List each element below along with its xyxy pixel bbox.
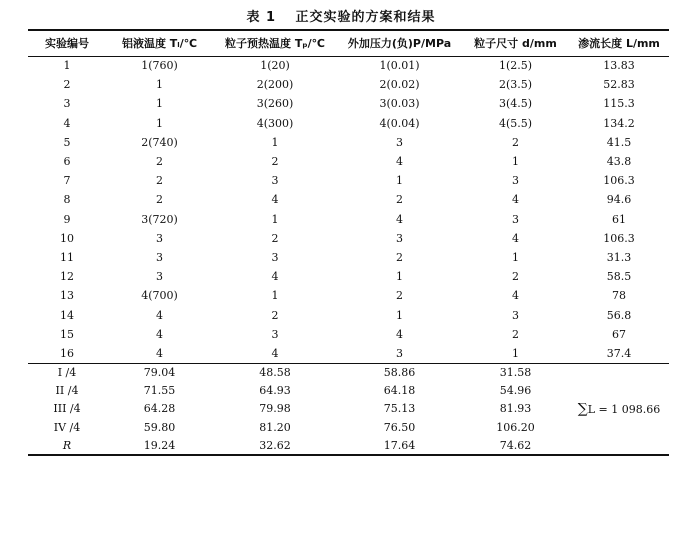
stats-cell: 17.64 (383, 438, 416, 452)
table-cell: 4(300) (256, 116, 294, 130)
table-cell: 4 (512, 193, 519, 207)
table-cell: 4 (512, 231, 519, 245)
stats-cell: 32.62 (259, 438, 291, 452)
table-cell: 1 (396, 270, 403, 284)
header-cell: 铝液温度 Tₗ/℃ (121, 37, 198, 51)
table-title: 正交实验的方案和结果 (295, 10, 436, 25)
header-cell: 粒子尺寸 d/mm (474, 37, 557, 51)
table-cell: 2 (271, 308, 279, 322)
table-cell: 4 (156, 308, 163, 322)
table-row (28, 286, 669, 305)
table-cell: 4 (271, 193, 279, 207)
table-cell: 1 (512, 155, 519, 169)
table-cell: 3 (156, 250, 163, 264)
table-cell: 3(4.5) (498, 97, 533, 111)
table-cell: 1 (156, 78, 163, 92)
table-cell: 7 (63, 174, 71, 188)
table-cell: 2 (156, 174, 163, 188)
table-cell: 1 (271, 212, 279, 226)
table-cell: 2 (396, 289, 403, 303)
table-cell: 11 (60, 250, 74, 264)
table-cell: 4(5.5) (498, 116, 533, 130)
table-cell: 10 (60, 231, 74, 245)
table-cell: 4 (271, 270, 279, 284)
table-cell: 2 (512, 327, 519, 341)
table-cell: 2(740) (141, 135, 178, 149)
table-row (28, 94, 669, 113)
table-cell: 3 (271, 174, 279, 188)
stats-cell: 64.28 (143, 402, 176, 416)
table-row (28, 114, 669, 133)
table-cell: 1 (63, 59, 71, 73)
table-cell: 43.8 (606, 155, 632, 169)
table-cell: 3 (156, 231, 163, 245)
table-cell: 1 (512, 250, 519, 264)
table-row (28, 344, 669, 363)
table-cell: 6 (63, 155, 71, 169)
table-cell: 58.5 (606, 270, 632, 284)
stats-cell: 59.80 (143, 420, 176, 434)
table-cell: 67 (612, 327, 626, 341)
table-cell: 4 (396, 327, 403, 341)
table-row (28, 325, 669, 344)
table-cell: 31.3 (606, 250, 632, 264)
table-cell: 1(2.5) (498, 59, 533, 73)
table-cell: 2 (396, 193, 403, 207)
table-cell: 1 (396, 174, 403, 188)
table-cell: 56.8 (606, 308, 632, 322)
table-cell: 15 (60, 327, 74, 341)
table-cell: 1 (271, 289, 279, 303)
table-cell: 4 (156, 346, 163, 360)
table-cell: 2 (271, 231, 279, 245)
table-cell: 4 (396, 155, 403, 169)
table-row (28, 190, 669, 209)
table-row (28, 133, 669, 152)
table-cell: 3 (63, 97, 71, 111)
table-cell: 4 (156, 327, 163, 341)
stats-label: I /4 (57, 365, 77, 379)
table-cell: 13.83 (603, 59, 635, 73)
table-cell: 14 (60, 308, 74, 322)
table-cell: 3 (512, 174, 519, 188)
table-cell: 106.3 (603, 231, 635, 245)
table-cell: 3 (156, 270, 163, 284)
table-row (28, 267, 669, 286)
table-row (28, 248, 669, 267)
table-cell: 3(260) (256, 97, 294, 111)
table-row (28, 75, 669, 94)
stats-cell: 106.20 (496, 420, 535, 434)
table-cell: 41.5 (606, 135, 632, 149)
table-cell: 4(700) (141, 289, 178, 303)
stats-cell: 79.98 (259, 402, 291, 416)
header-cell: 实验编号 (45, 37, 89, 51)
table-row (28, 210, 669, 229)
table-cell: 3 (396, 346, 403, 360)
table-cell: 78 (612, 289, 626, 303)
stats-label: III /4 (53, 402, 81, 416)
table-cell: 106.3 (603, 174, 635, 188)
header-cell: 渗流长度 L/mm (578, 37, 660, 51)
table-cell: 9 (63, 212, 71, 226)
stats-label: IV /4 (53, 420, 81, 434)
table-cell: 1(0.01) (379, 59, 420, 73)
table-cell: 2 (156, 155, 163, 169)
table-cell: 2 (512, 135, 519, 149)
table-row (28, 56, 669, 75)
table-number: 表 1 (246, 10, 277, 25)
table-cell: 3 (512, 212, 519, 226)
stats-cell: 81.20 (259, 420, 291, 434)
stats-cell: 64.18 (383, 384, 416, 398)
table-cell: 3 (271, 250, 279, 264)
table-cell: 134.2 (603, 116, 635, 130)
stats-cell: 54.96 (499, 384, 532, 398)
experiment-table (28, 29, 669, 456)
table-cell: 5 (63, 135, 71, 149)
stats-cell: 71.55 (143, 384, 176, 398)
header-row (28, 30, 669, 56)
table-cell: 2(200) (256, 78, 294, 92)
header-cell: 粒子预热温度 Tₚ/℃ (225, 37, 325, 51)
table-cell: 1 (271, 135, 279, 149)
table-cell: 2(0.02) (379, 78, 420, 92)
stats-cell: 31.58 (499, 365, 532, 379)
table-cell: 94.6 (606, 193, 632, 207)
table-cell: 2 (271, 155, 279, 169)
table-cell: 4 (271, 346, 279, 360)
stats-cell: 81.93 (499, 402, 532, 416)
table-cell: 4(0.04) (379, 116, 420, 130)
table-cell: 1 (396, 308, 403, 322)
header-cell: 外加压力(负)P/MPa (347, 37, 452, 51)
table-cell: 12 (60, 270, 74, 284)
table-row (28, 229, 669, 248)
sigma-symbol: ∑ (577, 400, 588, 417)
table-cell: 115.3 (603, 97, 635, 111)
stats-cell: 58.86 (383, 365, 416, 379)
table-cell: 37.4 (606, 346, 632, 360)
table-cell: 61 (612, 212, 626, 226)
stats-cell: 75.13 (383, 402, 416, 416)
stats-label: R (62, 438, 72, 452)
table-cell: 1 (156, 97, 163, 111)
table-cell: 3(720) (141, 212, 178, 226)
table-cell: 8 (63, 193, 71, 207)
table-cell: 4 (63, 116, 71, 130)
table-cell: 1(760) (141, 59, 178, 73)
table-cell: 4 (396, 212, 403, 226)
stats-cell: 19.24 (143, 438, 176, 452)
table-cell: 13 (60, 289, 74, 303)
table-cell: 3 (396, 135, 403, 149)
stats-cell: 79.04 (143, 365, 176, 379)
stats-cell: 48.58 (259, 365, 291, 379)
sum-value: L = 1 098.66 (587, 402, 661, 416)
table-cell: 2 (396, 250, 403, 264)
table-cell: 2 (512, 270, 519, 284)
table-cell: 3(0.03) (379, 97, 420, 111)
table-cell: 52.83 (603, 78, 635, 92)
table-cell: 4 (512, 289, 519, 303)
stats-cell: 76.50 (383, 420, 416, 434)
table-cell: 2(3.5) (498, 78, 533, 92)
table-cell: 1 (512, 346, 519, 360)
stats-label: II /4 (55, 384, 79, 398)
table-cell: 1(20) (260, 59, 290, 73)
table-cell: 2 (63, 78, 71, 92)
table-row (28, 152, 669, 171)
table-caption (0, 6, 682, 25)
table-row (28, 305, 669, 324)
table-cell: 3 (271, 327, 279, 341)
table-cell: 16 (60, 346, 74, 360)
table-cell: 2 (156, 193, 163, 207)
table-cell: 3 (512, 308, 519, 322)
stats-cell: 74.62 (499, 438, 532, 452)
stats-row (28, 363, 669, 381)
table-cell: 1 (156, 116, 163, 130)
stats-cell: 64.93 (259, 384, 291, 398)
table-cell: 3 (396, 231, 403, 245)
table-row (28, 171, 669, 190)
sum-cell (569, 363, 669, 455)
